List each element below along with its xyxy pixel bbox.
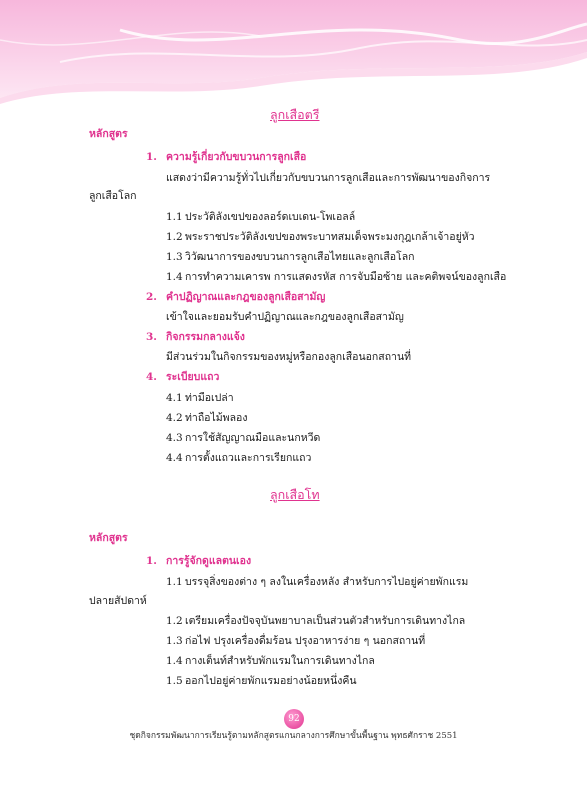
subitem-number: 1.1 [166, 211, 183, 223]
item-description: เข้าใจและยอมรับคำปฏิญาณและกฎของลูกเสือสามัญ [166, 311, 404, 323]
subitem-number: 1.3 [166, 635, 183, 647]
subitem-number: 4.1 [166, 392, 183, 404]
subitem-text: บรรจุสิ่งของต่าง ๆ ลงในเครื่องหลัง สำหรับการไปอยู่ค่ายพักแรม [185, 576, 469, 588]
subitem-text: กางเต็นท์สำหรับพักแรมในการเดินทางไกล [185, 655, 375, 667]
subitem-text: การตั้งแถวและการเรียกแถว [185, 452, 312, 464]
item-description: แสดงว่ามีความรู้ทั่วไปเกี่ยวกับขบวนการลูกเสือและการพัฒนาของกิจการ [166, 172, 491, 184]
subitem-text: วิวัฒนาการของขบวนการลูกเสือไทยและลูกเสือโลก [185, 251, 415, 263]
subitem-number: 4.3 [166, 432, 183, 444]
subitem-number: 1.4 [166, 271, 183, 283]
subitem-text: พระราชประวัติลังเขปของพระบาทสมเด็จพระมงกุฎเกล้าเจ้าอยู่หัว [185, 231, 475, 243]
subitem-number: 1.3 [166, 251, 183, 263]
page-footer: ชุดกิจกรรมพัฒนาการเรียนรู้ตามหลักสูตรแกนกลางการศึกษาขั้นพื้นฐาน พุทธศักราช 2551 [129, 731, 458, 741]
curriculum-heading: หลักสูตร [89, 128, 128, 140]
item-title: ระเบียบแถว [166, 371, 220, 383]
subitem-number: 1.4 [166, 655, 183, 667]
item-number: 1. [146, 555, 157, 567]
item-description: มีส่วนร่วมในกิจกรรมของหมู่หรือกองลูกเสือนอกสถานที่ [166, 351, 412, 363]
subitem-text: ออกไปอยู่ค่ายพักแรมอย่างน้อยหนึ่งคืน [185, 675, 357, 687]
subitem-text: การทำความเคารพ การแสดงรหัส การจับมือซ้าย และคติพจน์ของลูกเสือ [185, 271, 507, 283]
section-title-scout-tri: ลูกเสือตรี [270, 107, 320, 122]
curriculum-heading: หลักสูตร [89, 532, 128, 544]
item-description-cont: ลูกเสือโลก [89, 190, 137, 202]
subitem-number: 1.2 [166, 231, 183, 243]
subitem-text: ท่ามือเปล่า [185, 392, 234, 404]
item-number: 2. [146, 291, 157, 303]
item-number: 3. [146, 331, 157, 343]
page-number-badge: 92 [284, 709, 304, 729]
item-number: 1. [146, 151, 157, 163]
subitem-number: 1.5 [166, 675, 183, 687]
header-wave-banner [0, 0, 587, 105]
subitem-number: 4.2 [166, 412, 183, 424]
subitem-text: ก่อไฟ ปรุงเครื่องดื่มร้อน ปรุงอาหารง่าย ๆ นอกสถานที่ [185, 635, 426, 647]
item-title: ความรู้เกี่ยวกับขบวนการลูกเสือ [166, 151, 307, 163]
subitem-text: การใช้สัญญาณมือและนกหวีด [185, 432, 321, 444]
subitem-number: 4.4 [166, 452, 183, 464]
subitem-number: 1.2 [166, 615, 183, 627]
subitem-text-cont: ปลายสัปดาห์ [89, 595, 147, 607]
item-title: กิจกรรมกลางแจ้ง [166, 331, 245, 343]
subitem-number: 1.1 [166, 576, 183, 588]
item-number: 4. [146, 371, 157, 383]
subitem-text: เตรียมเครื่องปัจจุบันพยาบาลเป็นส่วนตัวสำหรับการเดินทางไกล [185, 615, 466, 627]
subitem-text: ประวัติลังเขปของลอร์ดเบเดน-โพเอลล์ [185, 211, 356, 223]
section-title-scout-tho: ลูกเสือโท [270, 487, 320, 502]
subitem-text: ท่าถือไม้พลอง [185, 412, 248, 424]
item-title: คำปฏิญาณและกฎของลูกเสือสามัญ [166, 291, 326, 303]
item-title: การรู้จักดูแลตนเอง [166, 555, 252, 567]
